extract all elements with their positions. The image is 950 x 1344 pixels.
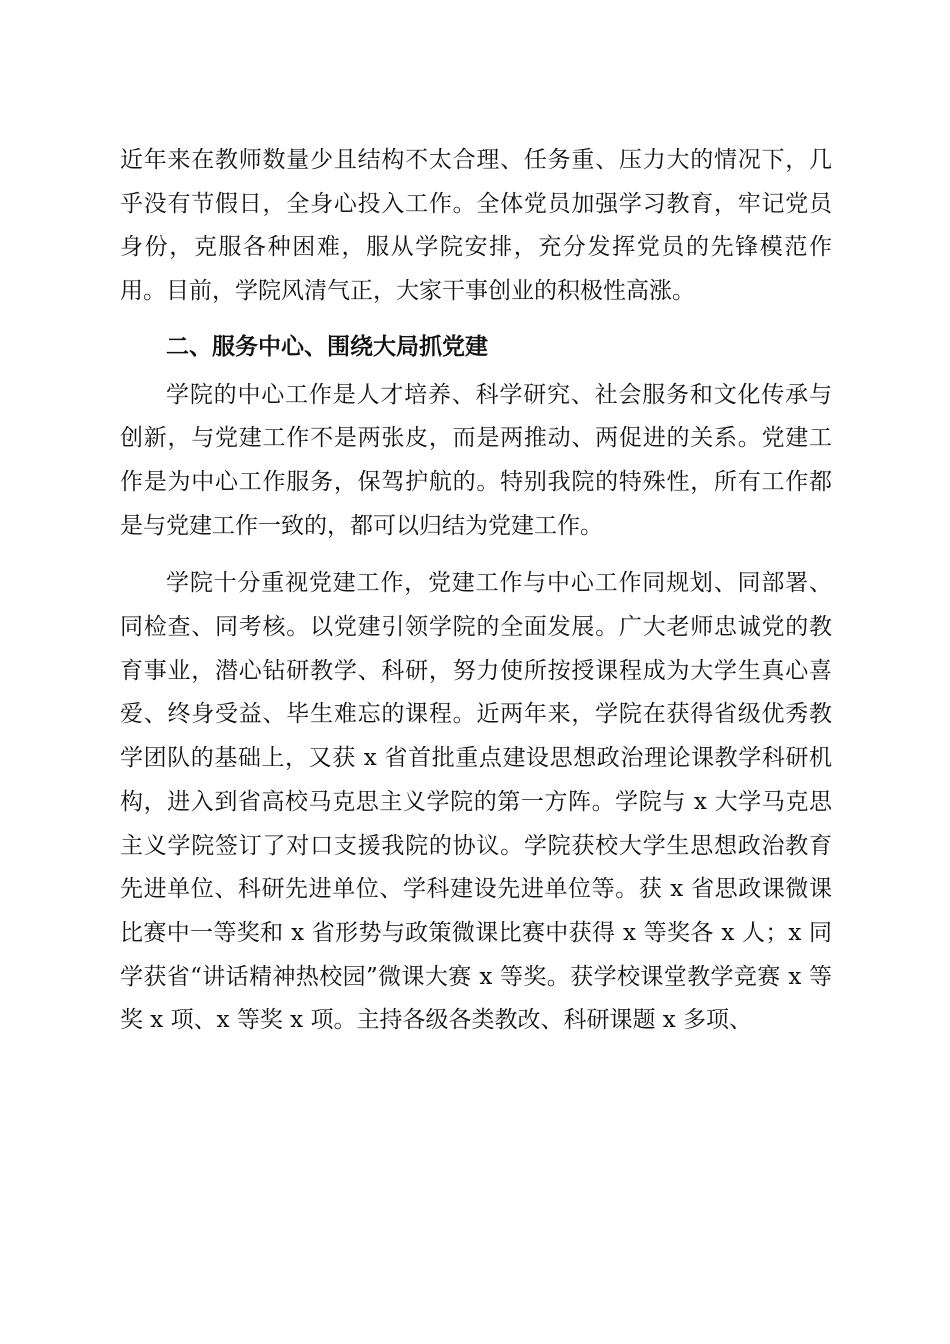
paragraph-central-work: 学院的中心工作是人才培养、科学研究、社会服务和文化传承与创新，与党建工作不是两张皮，而是两推动、两促进的关系。党建工作是为中心工作服务，保驾护航的。特别我院的特殊性，所有工作都是与党建工作一致的，都可以归结为党建工作。 [120,381,832,539]
spacer [120,314,832,326]
paragraph-party-building: 学院十分重视党建工作，党建工作与中心工作同规划、同部署、同检查、同考核。以党建引领学院的全面发展。广大老师忠诚党的教育事业，潜心钻研教学、科研，努力使所按授课程成为大学生真心喜爱、终身受益、毕生难忘的课程。近两年来，学院在获得省级优秀教学团队的基础上，又获 x 省首批重点建设思想政治理论课教学科研机构，进入到省高校马克思主义学院的第一方阵。学院与 x 大学马克思主义学院签订了对口支援我院的协议。学院获校大学生思想政治教育先进单位、科研先进单位、学科建设先进单位等。获 x 省思政课微课比赛中一等奖和 x 省形势与政策微课比赛中获得 x 等奖各 x 人；x 同学获省“讲话精神热校园”微课大赛 x 等奖。获学校课堂教学竞赛 x 等奖 x 项、x 等奖 x 项。主持各级各类教改、科研课题 x 多项、 [120,570,832,1034]
section-heading: 二、服务中心、围绕大局抓党建 [166,333,488,360]
document-body [120,139,832,1043]
paragraph-continued: 近年来在教师数量少且结构不太合理、任务重、压力大的情况下，几乎没有节假日，全身心投入工作。全体党员加强学习教育，牢记党员身份，克服各种困难，服从学院安排，充分发挥党员的先锋模范作用。目前，学院风清气正，大家干事创业的积极性高涨。 [120,147,832,305]
spacer [120,548,832,562]
